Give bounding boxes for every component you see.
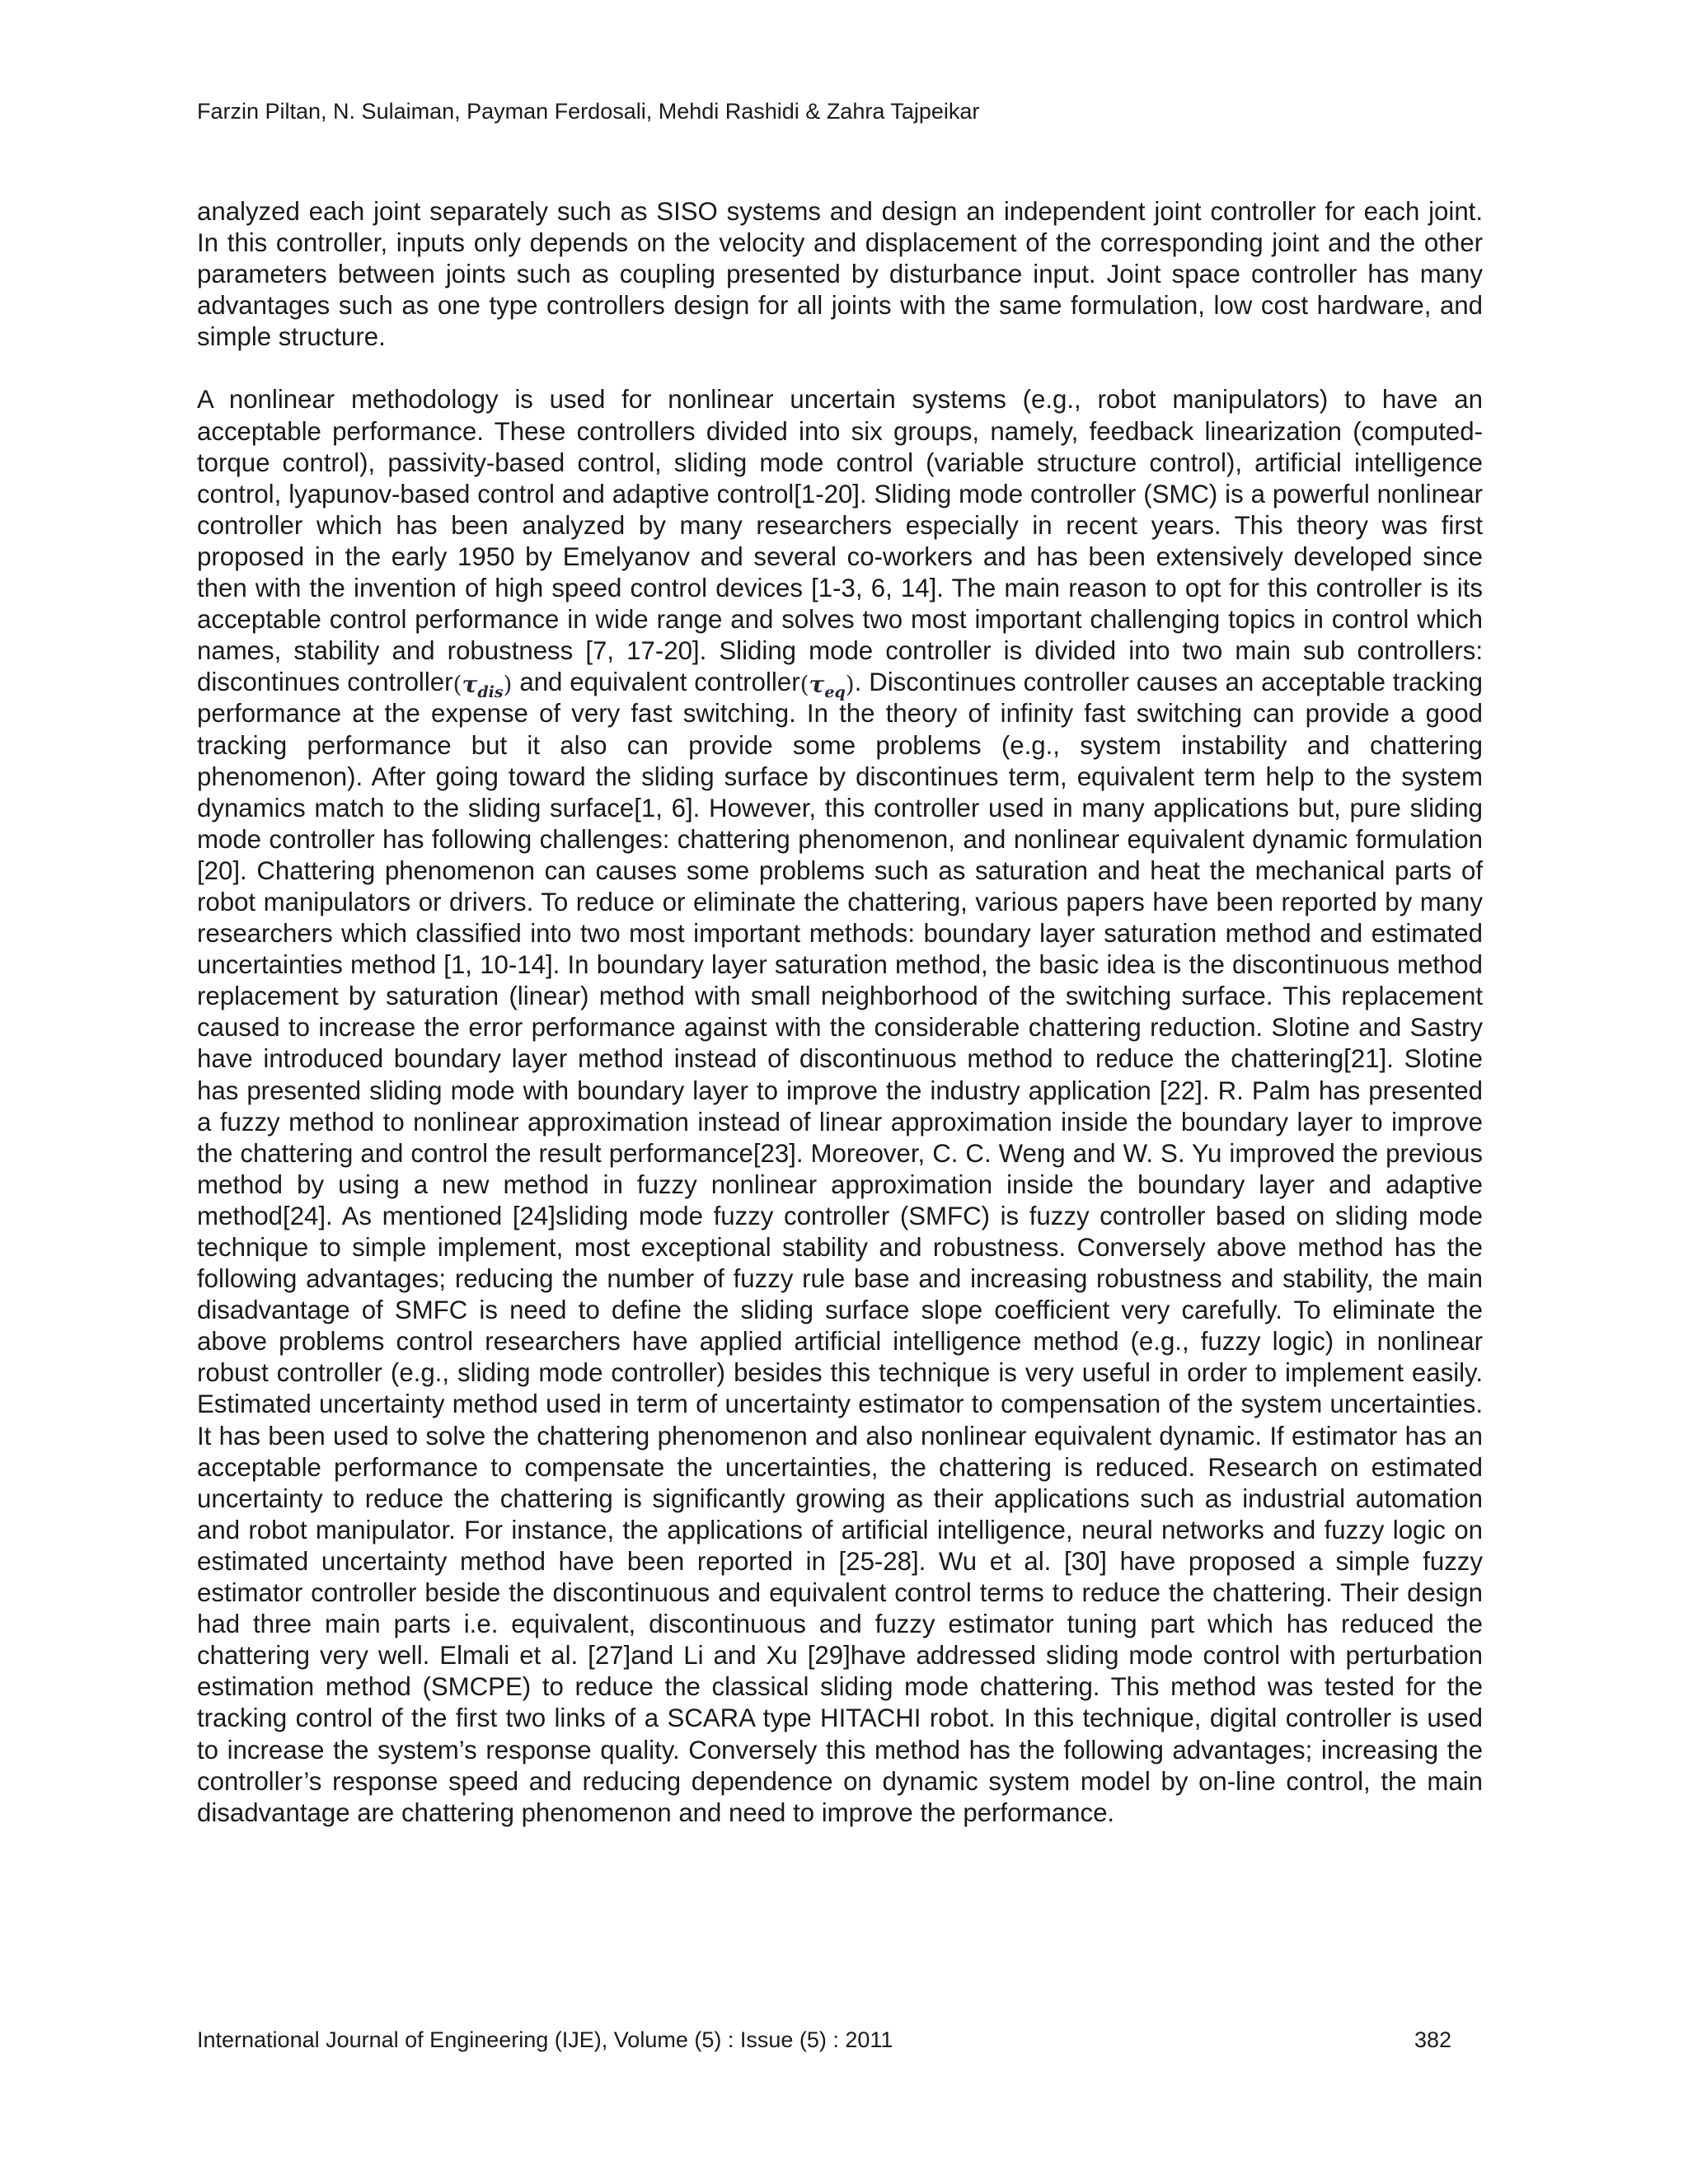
tau-eq-base: τ — [809, 671, 825, 699]
tau-dis-subscript: dis — [477, 683, 504, 702]
paragraph-1: analyzed each joint separately such as SISO systems and design an independent joint controller for each joint. In this controller, inputs only depends on the velocity and displacement of the corresponding joint and the other parameters between joints such as coupling presented by disturbance input. Joint space controller has many advantages such as one type controllers design for all joints with the same formulation, low cost hardware, and simple structure. — [197, 197, 1483, 352]
paragraph-2-part-2: and equivalent controller — [512, 668, 800, 697]
running-footer — [197, 2026, 1451, 2054]
tau-dis-base: τ — [462, 671, 478, 699]
running-header: Farzin Piltan, N. Sulaiman, Payman Ferdosali, Mehdi Rashidi & Zahra Tajpeikar — [197, 99, 980, 124]
journal-citation: International Journal of Engineering (IJE), Volume (5) : Issue (5) : 2011 — [197, 2027, 893, 2052]
paragraph-2-part-3: . Discontinues controller causes an acceptable tracking performance at the expense of very fast switching. In the theory of infinity fast switching can provide a good tracking performance but it also can provide some problems (e.g., system instability and chattering phenomenon). After going toward the sliding surface by discontinues term, equivalent term help to the system dynamics match to the sliding surface[1, 6]. However, this controller used in many applications but, pure sliding mode controller has following challenges: chattering phenomenon, and nonlinear equivalent dynamic formulation [20]. Chattering phenomenon can causes some problems such as saturation and heat the mechanical parts of robot manipulators or drivers. To reduce or eliminate the chattering, various papers have been reported by many researchers which classified into two most important methods: boundary layer saturation method and estimated uncertainties method [1, 10-14]. In boundary layer saturation method, the basic idea is the discontinuous method replacement by saturation (linear) method with small neighborhood of the switching surface. This replacement caused to increase the error performance against with the considerable chattering reduction. Slotine and Sastry have introduced boundary layer method instead of discontinuous method to reduce the chattering[21]. Slotine has presented sliding mode with boundary layer to improve the industry application [22]. R. Palm has presented a fuzzy method to nonlinear approximation instead of linear approximation inside the boundary layer to improve the chattering and control the result performance[23]. Moreover, C. C. Weng and W. S. Yu improved the previous method by using a new method in fuzzy nonlinear approximation inside the boundary layer and adaptive method[24]. As mentioned [24]sliding mode fuzzy controller (SMFC) is fuzzy controller based on sliding mode technique to simple implement, most exceptional stability and robustness. Conversely above method has the following advantages; reducing the number of fuzzy rule base and increasing robustness and stability, the main disadvantage of SMFC is need to define the sliding surface slope coefficient very carefully. To eliminate the above problems control researchers have applied artificial intelligence method (e.g., fuzzy logic) in nonlinear robust controller (e.g., sliding mode controller) besides this technique is very useful in order to implement easily. Estimated uncertainty method used in term of uncertainty estimator to compensation of the system uncertainties. It has been used to solve the chattering phenomenon and also nonlinear equivalent dynamic. If estimator has an acceptable performance to compensate the uncertainties, the chattering is reduced. Research on estimated uncertainty to reduce the chattering is significantly growing as their applications such as industrial automation and robot manipulator. For instance, the applications of artificial intelligence, neural networks and fuzzy logic on estimated uncertainty method have been reported in [25-28]. Wu et al. [30] have proposed a simple fuzzy estimator controller beside the discontinuous and equivalent control terms to reduce the chattering. Their design had three main parts i.e. equivalent, discontinuous and fuzzy estimator tuning part which has reduced the chattering very well. Elmali et al. [27]and Li and Xu [29]have addressed sliding mode control with perturbation estimation method (SMCPE) to reduce the classical sliding mode chattering. This method was tested for the tracking control of the first two links of a SCARA type HITACHI robot. In this technique, digital controller is used to increase the system’s response quality. Conversely this method has the following advantages; increasing the controller’s response speed and reducing dependence on dynamic system model by on-line control, the main disadvantage are chattering phenomenon and need to improve the performance. — [197, 668, 1484, 1827]
tau-eq-subscript: eq — [824, 683, 846, 702]
page-number: 382 — [1414, 2027, 1451, 2052]
tau-eq-symbol: $(\tau_{eq})$ — [799, 671, 855, 702]
paragraph-2-part-1: A nonlinear methodology is used for nonlinear uncertain systems (e.g., robot manipulators) to have an acceptable performance. These controllers divided into six groups, namely, feedback linearization (computed-torque control), passivity-based control, sliding mode control (variable structure control), artificial intelligence control, lyapunov-based control and adaptive control[1-20]. Sliding mode controller (SMC) is a powerful nonlinear controller which has been analyzed by many researchers especially in recent years. This theory was first proposed in the early 1950 by Emelyanov and several co-workers and has been extensively developed since then with the invention of high speed control devices [1-3, 6, 14]. The main reason to opt for this controller is its acceptable control performance in wide range and solves two most important challenging topics in control which names, stability and robustness [7, 17-20]. Sliding mode controller is divided into two main sub controllers: discontinues controller — [197, 385, 1483, 697]
paragraph-2 — [197, 384, 1483, 1828]
tau-dis-symbol: $(\tau_{dis})$ — [452, 671, 513, 702]
article-body — [197, 196, 1483, 1829]
